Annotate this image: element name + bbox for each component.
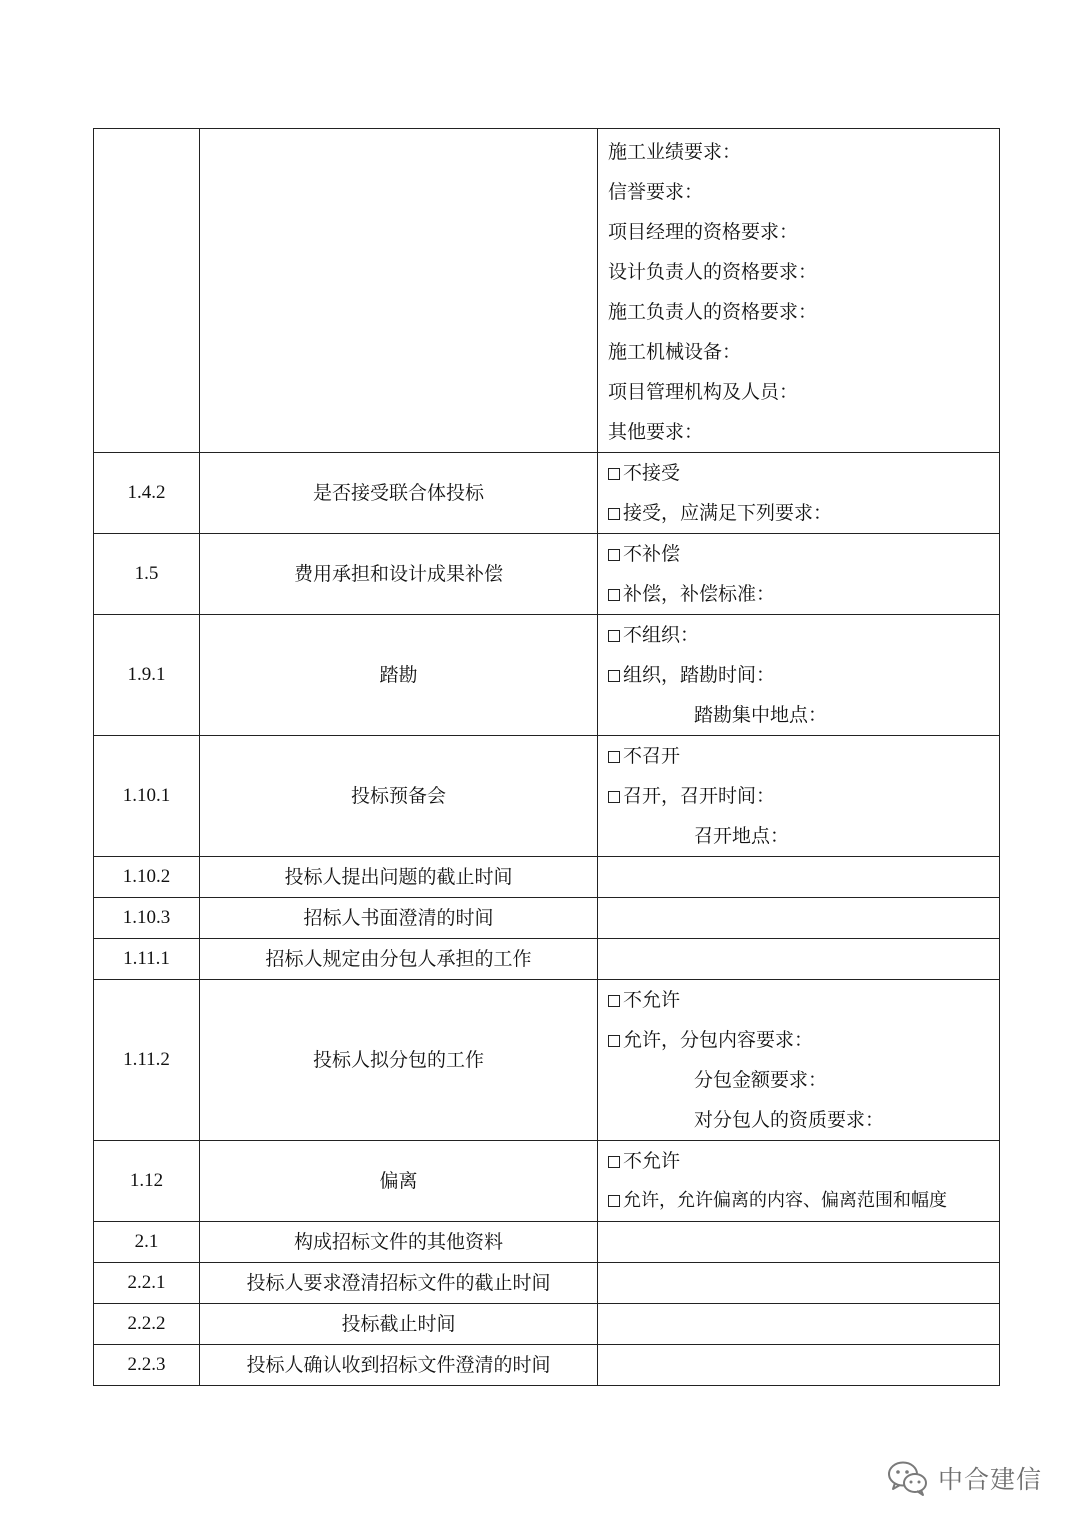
table-row	[94, 1304, 1000, 1345]
table-row	[94, 534, 1000, 615]
watermark-text: 中合建信	[938, 1465, 1043, 1494]
option-line	[608, 615, 999, 655]
option-label: 不组织：	[623, 624, 700, 646]
content-line: 分包金额要求：	[694, 1069, 828, 1091]
option-label: 补偿，补偿标准：	[623, 583, 776, 605]
content-line: 对分包人的资质要求：	[694, 1109, 885, 1131]
clause-item	[200, 129, 598, 453]
clause-number: 1.10.1	[94, 736, 200, 857]
content-line: 施工业绩要求：	[608, 141, 742, 163]
clause-content[interactable]	[598, 857, 1000, 898]
option-line	[608, 1181, 999, 1221]
clause-content	[598, 1141, 1000, 1222]
clause-item: 费用承担和设计成果补偿	[200, 534, 598, 615]
option-line	[608, 534, 999, 574]
table-row	[94, 857, 1000, 898]
content-line: 项目经理的资格要求：	[608, 221, 799, 243]
content-line: 其他要求：	[608, 421, 704, 443]
option-label: 允许，允许偏离的内容、偏离范围和幅度	[623, 1190, 947, 1211]
clause-content	[598, 980, 1000, 1141]
bid-data-table	[93, 128, 1000, 1386]
table-row	[94, 1263, 1000, 1304]
clause-item: 招标人规定由分包人承担的工作	[200, 939, 598, 980]
clause-content	[598, 453, 1000, 534]
clause-number: 1.10.3	[94, 898, 200, 939]
table-row	[94, 1222, 1000, 1263]
clause-number: 1.9.1	[94, 615, 200, 736]
checkbox-icon[interactable]	[608, 670, 620, 682]
option-line	[608, 980, 999, 1020]
option-label: 接受，应满足下列要求：	[623, 502, 833, 524]
clause-content[interactable]	[598, 1304, 1000, 1345]
clause-item: 投标人要求澄清招标文件的截止时间	[200, 1263, 598, 1304]
clause-content	[598, 736, 1000, 857]
clause-content	[598, 615, 1000, 736]
clause-content	[598, 129, 1000, 453]
clause-content[interactable]	[598, 1263, 1000, 1304]
clause-number: 2.1	[94, 1222, 200, 1263]
option-label: 召开，召开时间：	[623, 785, 776, 807]
option-line	[608, 574, 999, 614]
option-line	[608, 776, 999, 816]
clause-number: 2.2.3	[94, 1345, 200, 1386]
option-label: 组织，踏勘时间：	[623, 664, 776, 686]
clause-item: 构成招标文件的其他资料	[200, 1222, 598, 1263]
clause-content[interactable]	[598, 1345, 1000, 1386]
checkbox-icon[interactable]	[608, 630, 620, 642]
clause-content	[598, 534, 1000, 615]
watermark	[886, 1456, 1042, 1500]
option-label: 不允许	[623, 989, 681, 1011]
checkbox-icon[interactable]	[608, 1035, 620, 1047]
clause-number: 1.10.2	[94, 857, 200, 898]
table-row	[94, 939, 1000, 980]
checkbox-icon[interactable]	[608, 589, 620, 601]
table-row	[94, 129, 1000, 453]
clause-number: 1.4.2	[94, 453, 200, 534]
option-label: 不接受	[623, 462, 681, 484]
clause-item: 踏勘	[200, 615, 598, 736]
clause-content[interactable]	[598, 1222, 1000, 1263]
clause-number: 2.2.1	[94, 1263, 200, 1304]
checkbox-icon[interactable]	[608, 1156, 620, 1168]
option-label: 不允许	[623, 1150, 681, 1172]
clause-item: 投标人确认收到招标文件澄清的时间	[200, 1345, 598, 1386]
content-line: 踏勘集中地点：	[694, 704, 828, 726]
option-line	[608, 1141, 999, 1181]
clause-number	[94, 129, 200, 453]
clause-item: 投标截止时间	[200, 1304, 598, 1345]
option-line	[608, 736, 999, 776]
clause-item: 投标人拟分包的工作	[200, 980, 598, 1141]
checkbox-icon[interactable]	[608, 508, 620, 520]
table-row	[94, 1141, 1000, 1222]
clause-item: 招标人书面澄清的时间	[200, 898, 598, 939]
table-row	[94, 453, 1000, 534]
option-label: 不补偿	[623, 543, 681, 565]
clause-item: 偏离	[200, 1141, 598, 1222]
clause-number: 1.11.2	[94, 980, 200, 1141]
clause-number: 1.12	[94, 1141, 200, 1222]
checkbox-icon[interactable]	[608, 1195, 620, 1207]
content-line: 项目管理机构及人员：	[608, 381, 799, 403]
clause-number: 2.2.2	[94, 1304, 200, 1345]
checkbox-icon[interactable]	[608, 468, 620, 480]
content-line: 设计负责人的资格要求：	[608, 261, 818, 283]
clause-item: 投标预备会	[200, 736, 598, 857]
checkbox-icon[interactable]	[608, 549, 620, 561]
option-line	[608, 493, 999, 533]
clause-number: 1.5	[94, 534, 200, 615]
clause-item: 是否接受联合体投标	[200, 453, 598, 534]
table-row	[94, 980, 1000, 1141]
option-line	[608, 655, 999, 695]
checkbox-icon[interactable]	[608, 995, 620, 1007]
option-label: 不召开	[623, 745, 681, 767]
table-row	[94, 898, 1000, 939]
content-line: 召开地点：	[694, 825, 790, 847]
clause-number: 1.11.1	[94, 939, 200, 980]
wechat-icon	[886, 1458, 930, 1498]
option-line	[608, 453, 999, 493]
content-line: 信誉要求：	[608, 181, 704, 203]
clause-content[interactable]	[598, 939, 1000, 980]
clause-item: 投标人提出问题的截止时间	[200, 857, 598, 898]
checkbox-icon[interactable]	[608, 791, 620, 803]
clause-content[interactable]	[598, 898, 1000, 939]
checkbox-icon[interactable]	[608, 751, 620, 763]
content-line: 施工机械设备：	[608, 341, 742, 363]
table-row	[94, 1345, 1000, 1386]
table-row	[94, 615, 1000, 736]
option-label: 允许，分包内容要求：	[623, 1029, 814, 1051]
table-row	[94, 736, 1000, 857]
option-line	[608, 1020, 999, 1060]
content-line: 施工负责人的资格要求：	[608, 301, 818, 323]
